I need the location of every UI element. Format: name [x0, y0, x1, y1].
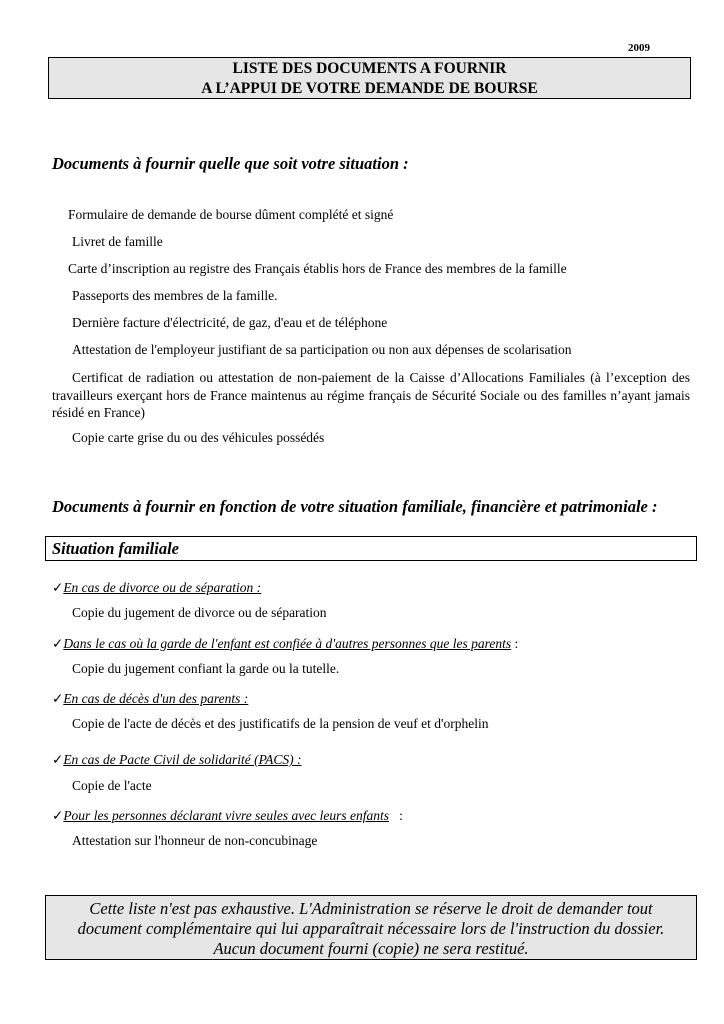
document-title-line-2: A L’APPUI DE VOTRE DEMANDE DE BOURSE: [201, 80, 538, 97]
case-pacs: [52, 752, 302, 768]
document-year: 2009: [628, 42, 650, 54]
case-single-parent: [52, 808, 403, 824]
checkmark-icon: ✓: [52, 580, 64, 595]
disclaimer-line-1: Cette liste n'est pas exhaustive. L'Administration se réserve le droit de demander tout: [89, 899, 653, 918]
case-custody: [52, 636, 518, 652]
case-suffix: :: [511, 636, 519, 651]
case-pacs-document: Copie de l'acte: [72, 778, 152, 793]
checkmark-icon: ✓: [52, 808, 64, 823]
case-divorce-document: Copie du jugement de divorce ou de séparation: [72, 605, 327, 620]
case-label: En cas de décès d'un des parents :: [63, 691, 249, 706]
case-death: [52, 691, 248, 707]
document-title-box: [48, 57, 691, 99]
general-item-4: Passeports des membres de la famille.: [72, 288, 278, 303]
checkmark-icon: ✓: [52, 636, 64, 651]
disclaimer-line-3: Aucun document fourni (copie) ne sera restitué.: [213, 939, 529, 958]
general-item-6: Attestation de l'employeur justifiant de sa participation ou non aux dépenses de scolarisation: [72, 342, 572, 357]
general-item-2: Livret de famille: [72, 234, 163, 249]
case-suffix: :: [389, 808, 403, 823]
checkmark-icon: ✓: [52, 752, 64, 767]
case-label: Pour les personnes déclarant vivre seules avec leurs enfants: [63, 808, 389, 823]
case-label: En cas de Pacte Civil de solidarité (PACS) :: [63, 752, 302, 767]
checkmark-icon: ✓: [52, 691, 64, 706]
case-single-parent-document: Attestation sur l'honneur de non-concubinage: [72, 833, 318, 848]
general-item-3: Carte d’inscription au registre des Français établis hors de France des membres de la famille: [68, 261, 567, 276]
general-item-5: Dernière facture d'électricité, de gaz, d'eau et de téléphone: [72, 315, 388, 330]
disclaimer-line-2: document complémentaire qui lui apparaîtrait nécessaire lors de l'instruction du dossier.: [77, 919, 665, 938]
general-item-1: Formulaire de demande de bourse dûment complété et signé: [68, 207, 394, 222]
specific-documents-heading: Documents à fournir en fonction de votre situation familiale, financière et patrimoniale :: [52, 497, 658, 516]
case-label: En cas de divorce ou de séparation :: [63, 580, 262, 595]
general-item-8: Copie carte grise du ou des véhicules possédés: [72, 430, 325, 445]
case-label: Dans le cas où la garde de l'enfant est confiée à d'autres personnes que les parents: [63, 636, 512, 651]
case-death-document: Copie de l'acte de décès et des justificatifs de la pension de veuf et d'orphelin: [72, 716, 489, 731]
case-custody-document: Copie du jugement confiant la garde ou la tutelle.: [72, 661, 340, 676]
general-item-7: Certificat de radiation ou attestation de non-paiement de la Caisse d’Allocations Familiales (à l’exception des travailleurs exerçant hors de France maintenus au régime français de Sécurité Sociale ou des familles n’ayant jamais résidé en France): [52, 370, 690, 420]
general-documents-heading: Documents à fournir quelle que soit votre situation :: [52, 154, 409, 173]
disclaimer-box: [45, 895, 697, 960]
document-title-line-1: LISTE DES DOCUMENTS A FOURNIR: [232, 60, 507, 77]
situation-familiale-box: Situation familiale: [45, 536, 697, 561]
case-divorce: [52, 580, 261, 596]
